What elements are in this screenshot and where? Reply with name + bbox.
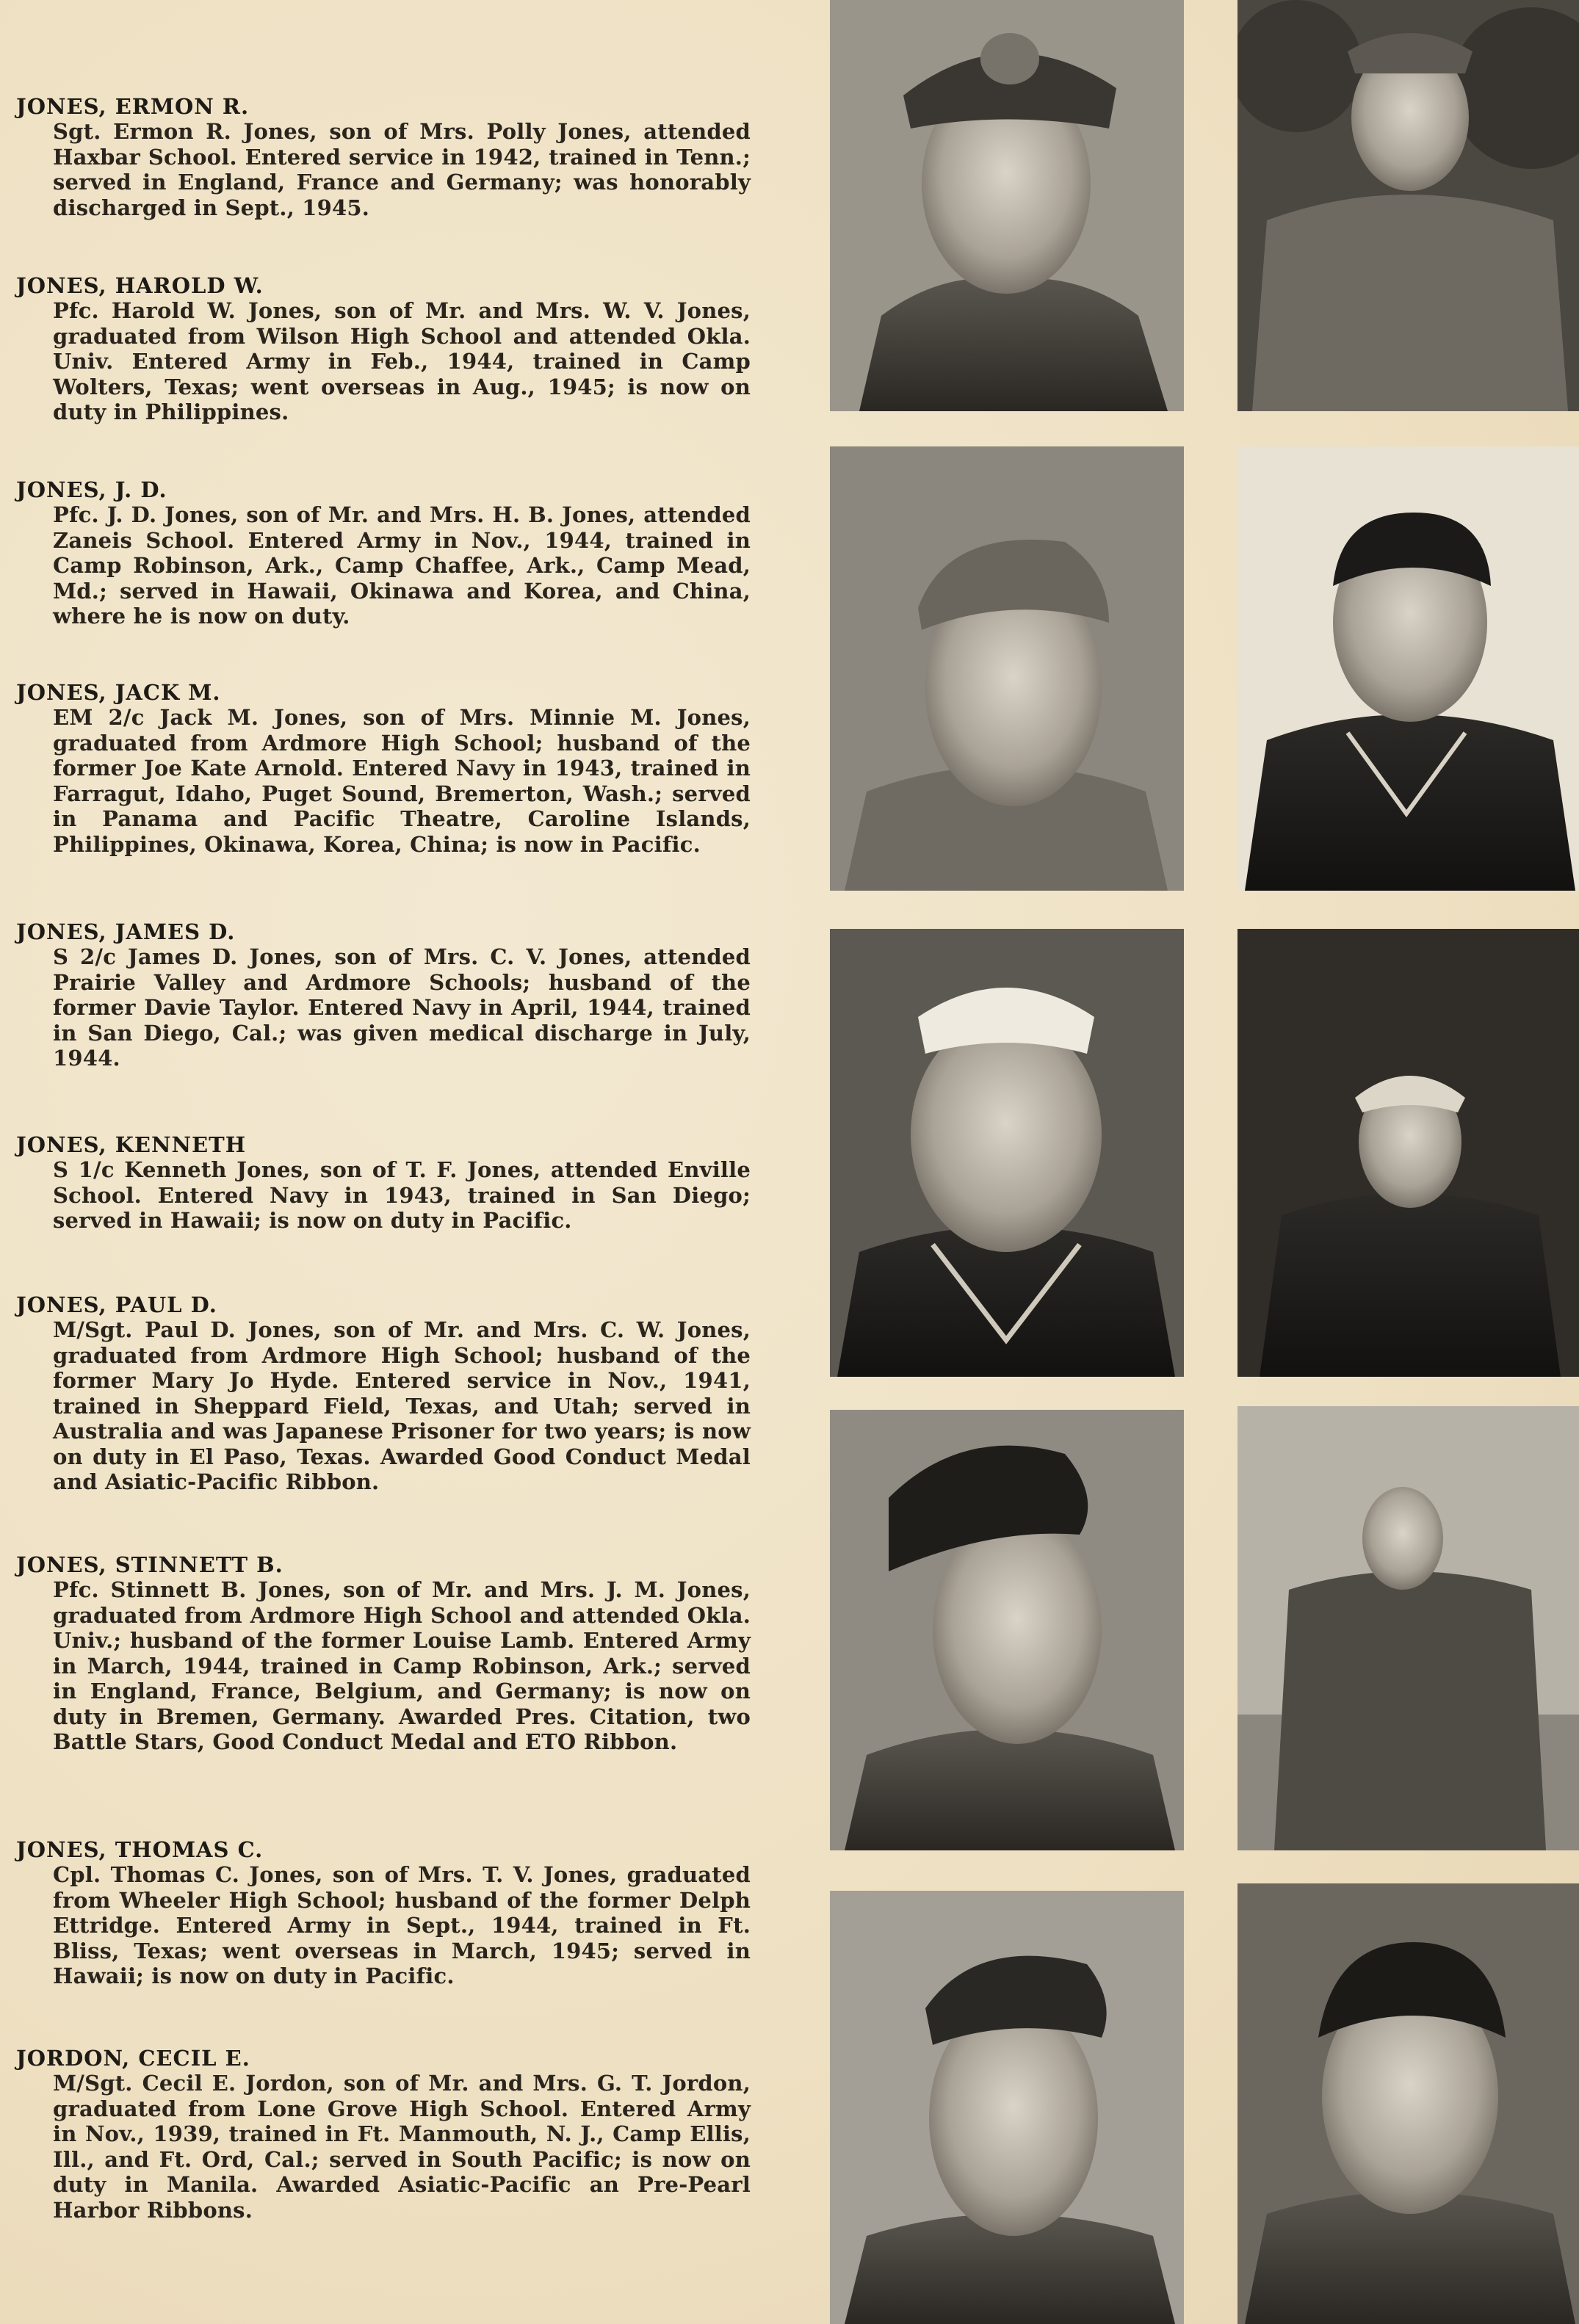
portrait-photo	[1237, 0, 1579, 411]
entry-name: JONES, JACK M.	[16, 680, 221, 705]
entry-bio: Pfc. J. D. Jones, son of Mr. and Mrs. H. B. Jones, attended Zaneis School. Entered Army in Nov., 1944, trained in Camp Robinson, Ark., Camp Chaffee, Ark., Camp Mead, Md.; served in Hawaii, Okinawa and Korea, and China, where he is now on duty.	[53, 502, 751, 629]
portrait-photo	[830, 929, 1184, 1377]
portrait-photo	[830, 0, 1184, 411]
portrait-photo	[830, 446, 1184, 891]
entry-name: JONES, STINNETT B.	[16, 1552, 283, 1577]
entry-bio: Sgt. Ermon R. Jones, son of Mrs. Polly Jones, attended Haxbar School. Entered service in 1942, trained in Tenn.; served in England, France and Germany; was honorably discharged in Sept., 1945.	[53, 119, 751, 220]
entry-jones-paul	[16, 1292, 751, 1495]
entry-bio: S 2/c James D. Jones, son of Mrs. C. V. Jones, attended Prairie Valley and Ardmore Schools; husband of the former Davie Taylor. Entered Navy in April, 1944, trained in San Diego, Cal.; was given medical discharge in July, 1944.	[53, 944, 751, 1071]
entry-bio: Pfc. Stinnett B. Jones, son of Mr. and Mrs. J. M. Jones, graduated from Ardmore High School and attended Okla. Univ.; husband of the former Louise Lamb. Entered Army in March, 1944, trained in Camp Robinson, Ark.; served in England, France, Belgium, and Germany; is now on duty in Bremen, Germany. Awarded Pres. Citation, two Battle Stars, Good Conduct Medal and ETO Ribbon.	[53, 1577, 751, 1754]
entry-jones-stinnett	[16, 1552, 751, 1755]
portrait-photo	[1237, 446, 1579, 891]
entry-bio: M/Sgt. Cecil E. Jordon, son of Mr. and Mrs. G. T. Jordon, graduated from Lone Grove High School. Entered Army in Nov., 1939, trained in Ft. Manmouth, N. J., Camp Ellis, Ill., and Ft. Ord, Cal.; served in South Pacific; is now on duty in Manila. Awarded Asiatic-Pacific an Pre-Pearl Harbor Ribbons.	[53, 2071, 751, 2223]
entry-name: JONES, ERMON R.	[16, 94, 250, 119]
portrait-photo	[830, 1410, 1184, 1850]
entry-jones-kenneth	[16, 1132, 751, 1234]
portrait-photo	[1237, 929, 1579, 1377]
portrait-photo	[1237, 1883, 1579, 2324]
entry-jones-james	[16, 919, 751, 1071]
entry-name: JONES, JAMES D.	[16, 919, 236, 944]
entry-name: JONES, HAROLD W.	[16, 273, 264, 298]
entry-bio: M/Sgt. Paul D. Jones, son of Mr. and Mrs. C. W. Jones, graduated from Ardmore High School; husband of the former Mary Jo Hyde. Entered service in Nov., 1941, trained in Sheppard Field, Texas, and Utah; served in Australia and was Japanese Prisoner for two years; is now on duty in El Paso, Texas. Awarded Good Conduct Medal and Asiatic-Pacific Ribbon.	[53, 1317, 751, 1494]
entry-name: JORDON, CECIL E.	[16, 2046, 250, 2071]
entry-jones-harold	[16, 273, 751, 425]
entry-bio: Cpl. Thomas C. Jones, son of Mrs. T. V. Jones, graduated from Wheeler High School; husband of the former Delph Ettridge. Entered Army in Sept., 1944, trained in Ft. Bliss, Texas; went overseas in March, 1945; served in Hawaii; is now on duty in Pacific.	[53, 1862, 751, 1988]
entry-jones-jd	[16, 477, 751, 629]
portrait-photo	[830, 1891, 1184, 2324]
entry-jones-jack	[16, 680, 751, 857]
entry-jones-thomas	[16, 1837, 751, 1989]
entry-jones-ermon	[16, 94, 751, 220]
entry-bio: S 1/c Kenneth Jones, son of T. F. Jones, attended Enville School. Entered Navy in 1943, trained in San Diego; served in Hawaii; is now on duty in Pacific.	[53, 1157, 751, 1233]
entry-bio: Pfc. Harold W. Jones, son of Mr. and Mrs. W. V. Jones, graduated from Wilson High School and attended Okla. Univ. Entered Army in Feb., 1944, trained in Camp Wolters, Texas; went overseas in Aug., 1945; is now on duty in Philippines.	[53, 298, 751, 424]
entry-name: JONES, KENNETH	[16, 1132, 247, 1157]
entry-name: JONES, PAUL D.	[16, 1292, 217, 1317]
entry-bio: EM 2/c Jack M. Jones, son of Mrs. Minnie M. Jones, graduated from Ardmore High School; husband of the former Joe Kate Arnold. Entered Navy in 1943, trained in Farragut, Idaho, Puget Sound, Bremerton, Wash.; served in Panama and Pacific Theatre, Caroline Islands, Philippines, Okinawa, Korea, China; is now in Pacific.	[53, 705, 751, 857]
portrait-photo	[1237, 1406, 1579, 1850]
entry-name: JONES, THOMAS C.	[16, 1837, 264, 1862]
entry-name: JONES, J. D.	[16, 477, 167, 502]
entry-jordon-cecil	[16, 2046, 751, 2223]
